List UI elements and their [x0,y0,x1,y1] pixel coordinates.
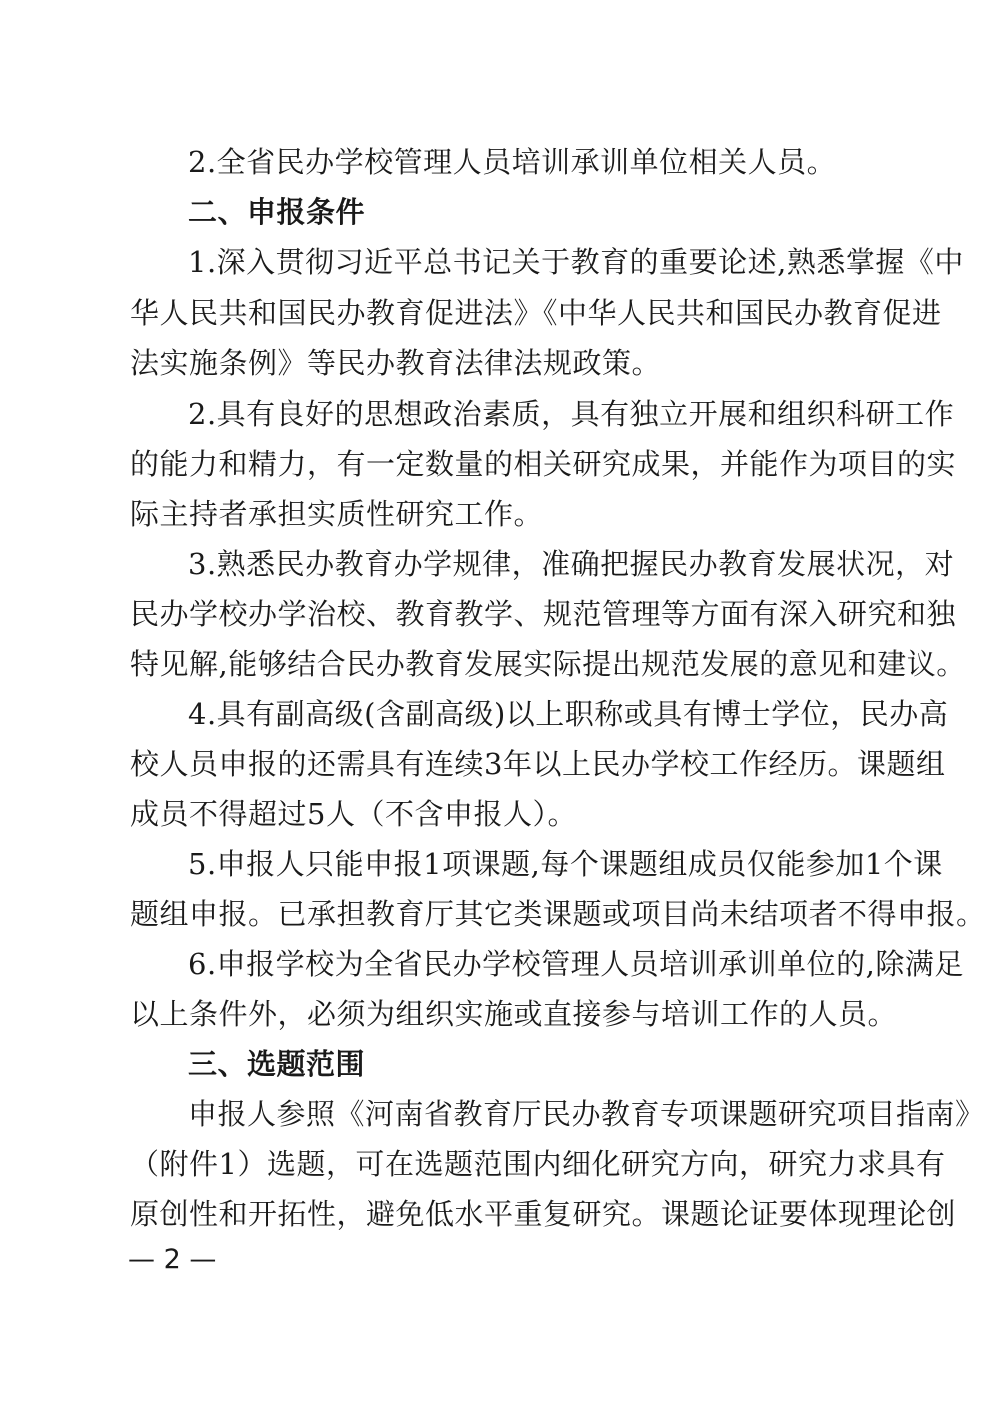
paragraph-line: 6.申报学校为全省民办学校管理人员培训承训单位的,除满足 [188,947,964,981]
paragraph-line: 校人员申报的还需具有连续3年以上民办学校工作经历。课题组 [130,747,946,781]
paragraph-line: 申报人参照《河南省教育厅民办教育专项课题研究项目指南》 [188,1097,985,1131]
paragraph-line: 5.申报人只能申报1项课题,每个课题组成员仅能参加1个课 [188,847,943,881]
paragraph-line: 华人民共和国民办教育促进法》《中华人民共和国民办教育促进 [130,296,942,330]
paragraph-line: 3.熟悉民办教育办学规律，准确把握民办教育发展状况，对 [188,547,955,581]
paragraph-line: 的能力和精力，有一定数量的相关研究成果，并能作为项目的实 [130,447,957,481]
paragraph-line: 际主持者承担实质性研究工作。 [130,497,544,531]
paragraph-line: 特见解,能够结合民办教育发展实际提出规范发展的意见和建议。 [130,647,966,681]
paragraph-line: （附件1）选题，可在选题范围内细化研究方向，研究力求具有 [130,1147,946,1181]
paragraph-line: 成员不得超过5人（不含申报人）。 [130,797,577,831]
paragraph-line: 原创性和开拓性，避免低水平重复研究。课题论证要体现理论创 [130,1197,957,1231]
section-heading-application-conditions: 二、申报条件 [188,195,366,229]
section-heading-topic-scope: 三、选题范围 [188,1047,366,1081]
paragraph-line: 4.具有副高级(含副高级)以上职称或具有博士学位，民办高 [188,697,949,731]
paragraph-line: 题组申报。已承担教育厅其它类课题或项目尚未结项者不得申报。 [130,897,986,931]
paragraph-line: 法实施条例》等民办教育法律法规政策。 [130,346,662,380]
page-number: — 2 — [128,1244,217,1275]
paragraph-line: 以上条件外，必须为组织实施或直接参与培训工作的人员。 [130,997,898,1031]
paragraph-line: 2.具有良好的思想政治素质，具有独立开展和组织科研工作 [188,397,955,431]
paragraph-line: 2.全省民办学校管理人员培训承训单位相关人员。 [188,145,837,179]
paragraph-line: 民办学校办学治校、教育教学、规范管理等方面有深入研究和独 [130,597,957,631]
paragraph-line: 1.深入贯彻习近平总书记关于教育的重要论述,熟悉掌握《中 [188,245,964,279]
